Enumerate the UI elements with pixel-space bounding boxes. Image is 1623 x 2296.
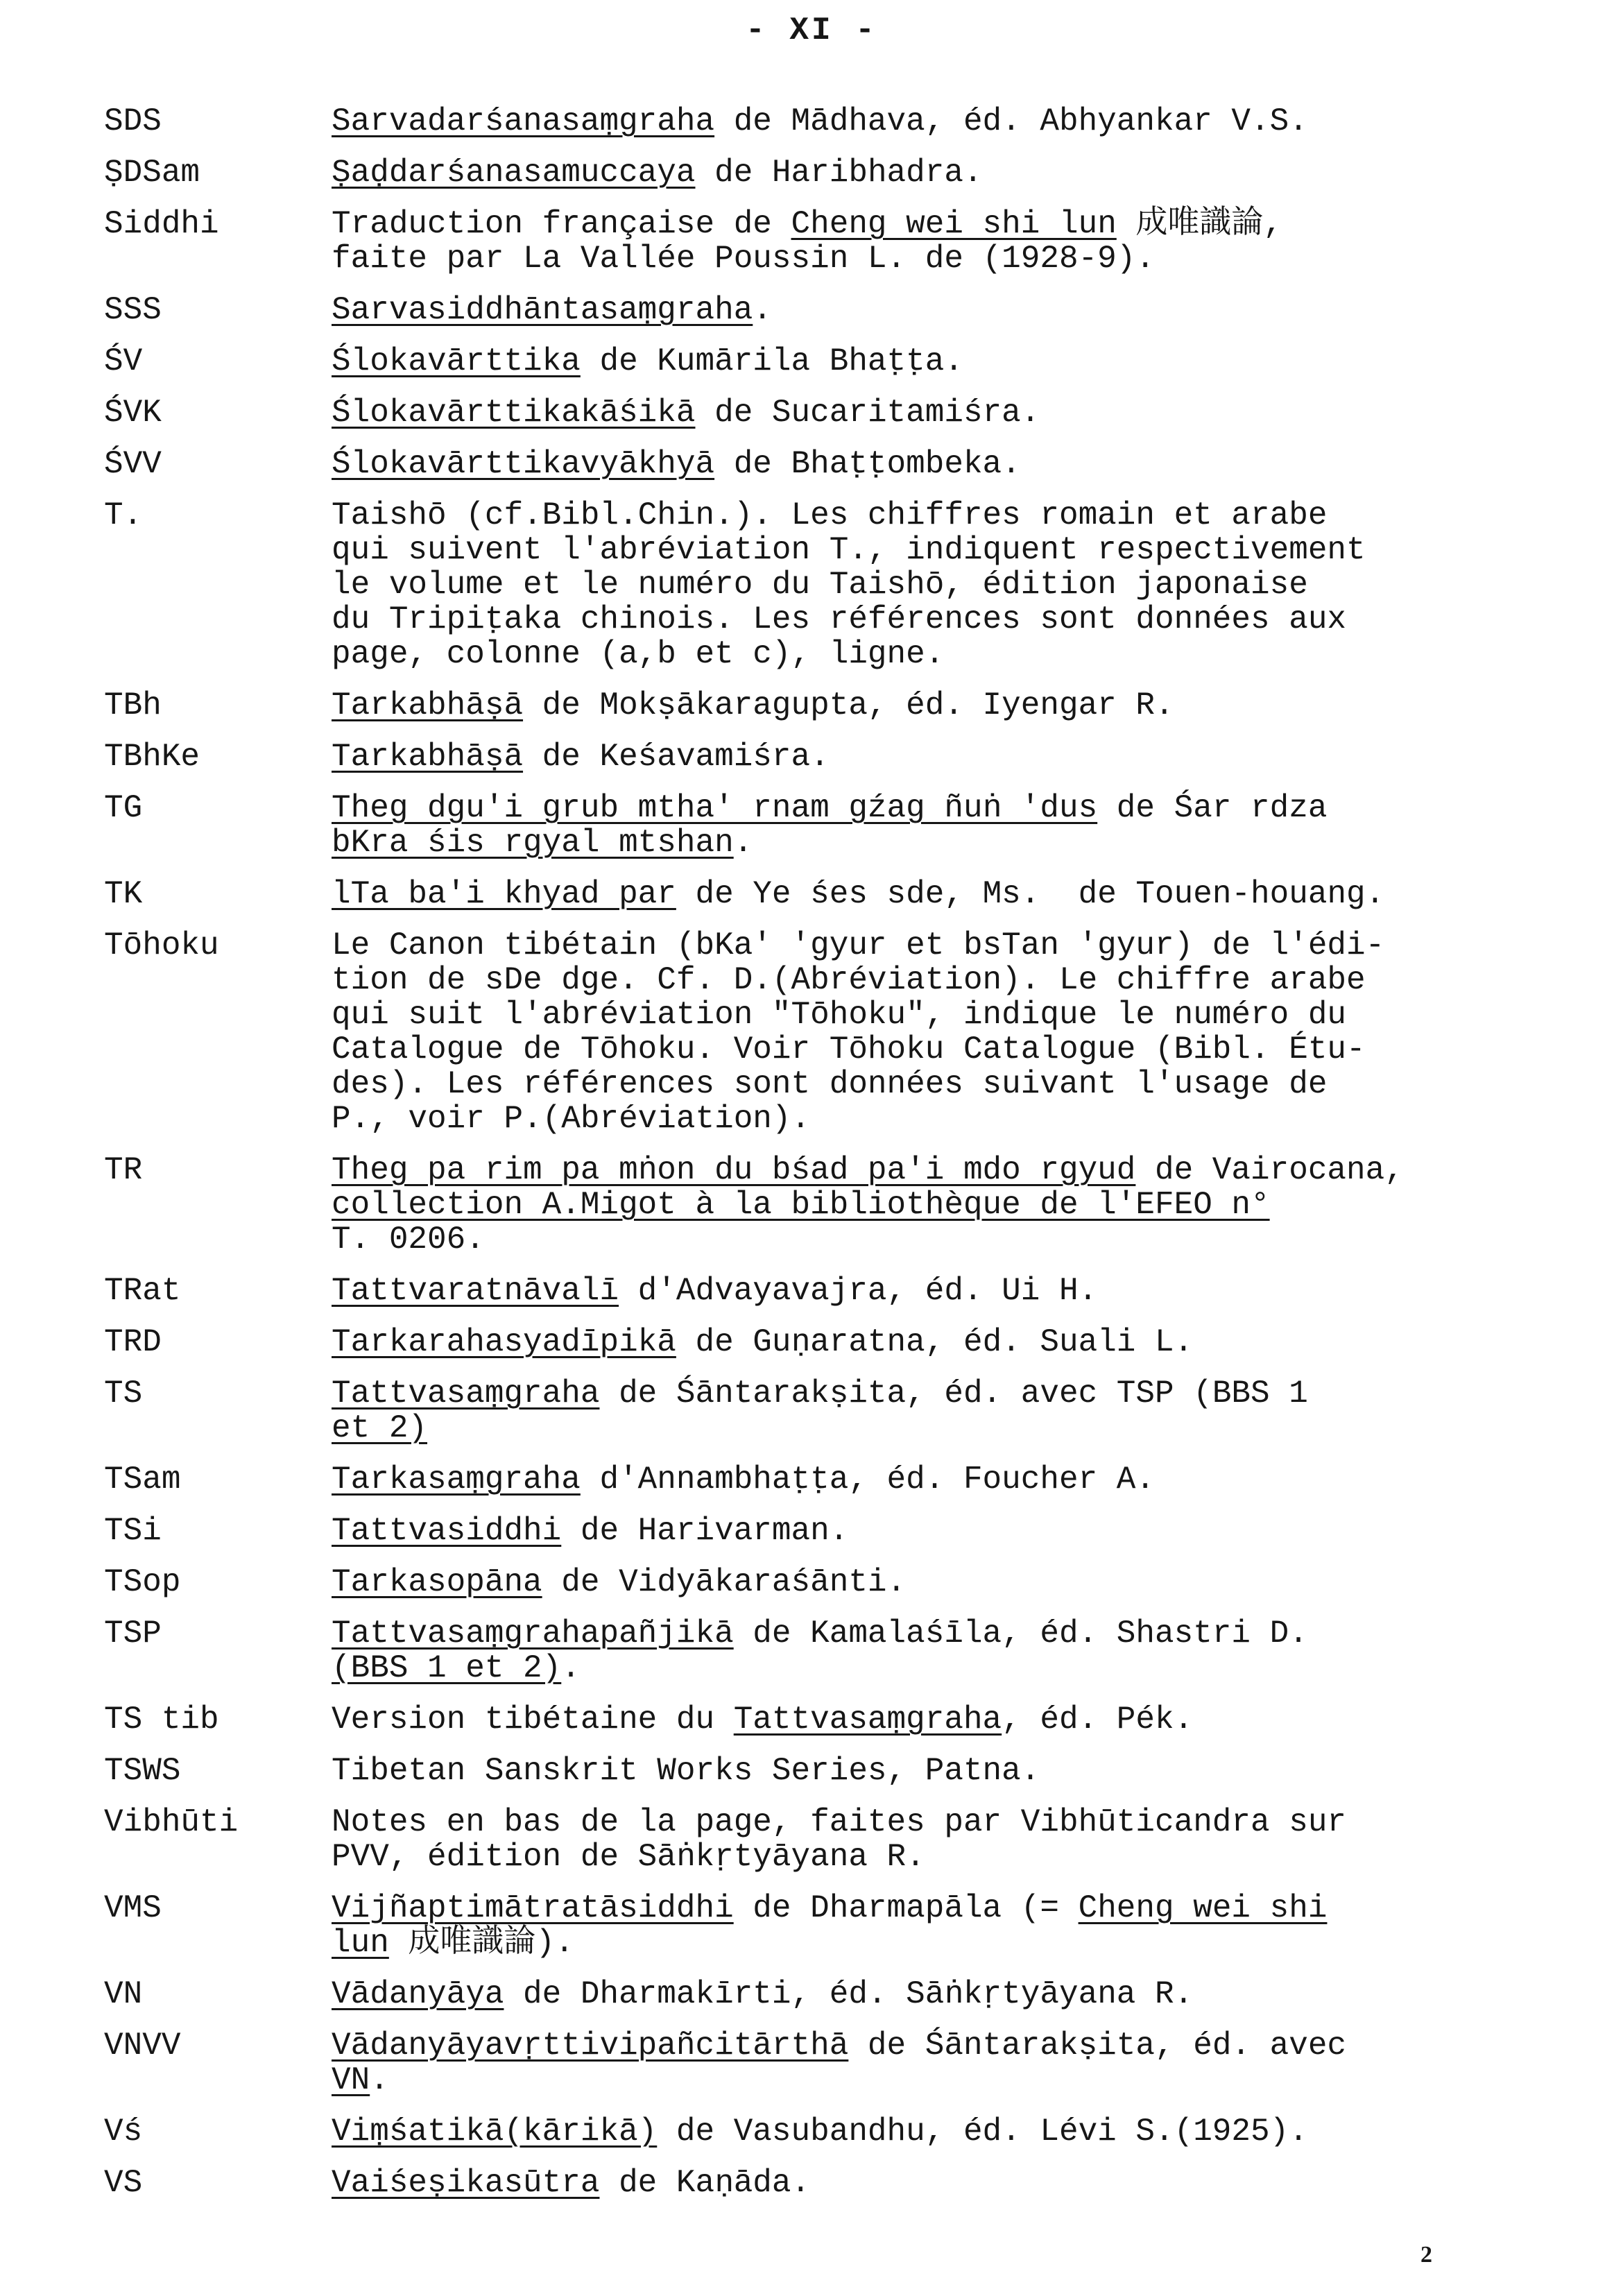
abbreviation-definition xyxy=(332,395,1538,430)
underlined-title: bKra śis rgyal mtshan xyxy=(332,825,734,861)
abbreviation-definition xyxy=(332,155,1538,190)
abbreviation-definition xyxy=(332,1274,1538,1308)
abbreviation-entry xyxy=(104,1274,1540,1308)
underlined-title: collection A.Migot à la bibliothèque de l'EFEO n° xyxy=(332,1187,1270,1223)
abbreviation-term: TK xyxy=(104,876,143,912)
abbreviation-term: ŚV xyxy=(104,343,143,379)
definition-text: T. 0206. xyxy=(332,1222,485,1258)
page-header: - XI - xyxy=(746,12,877,49)
abbreviation-entry xyxy=(104,1325,1540,1360)
abbreviation-entry xyxy=(104,2028,1540,2098)
abbreviation-definition xyxy=(332,447,1538,481)
definition-text: de Kumārila Bhaṭṭa. xyxy=(580,343,963,379)
definition-text: . xyxy=(753,292,772,328)
abbreviation-term: VS xyxy=(104,2165,143,2201)
abbreviation-definition xyxy=(332,688,1538,723)
underlined-title: et 2) xyxy=(332,1410,428,1446)
abbreviation-term: Siddhi xyxy=(104,206,219,242)
abbreviation-entry xyxy=(104,447,1540,481)
definition-text: Le Canon tibétain (bKa' 'gyur et bsTan 'gyur) de l'édi- tion de sDe dge. Cf. D.(Abréviation). Le chiffre arabe qui suit l'abréviation "Tōhoku", indique le numéro du Catalogue de Tōhoku. Voir Tōhoku Catalogue (Bibl. Étu- des). Les références sont données suivant l'usage de P., voir P.(Abréviation). xyxy=(332,927,1385,1137)
underlined-title: Ślokavārttikavyākhyā xyxy=(332,446,715,482)
abbreviation-entry xyxy=(104,207,1540,276)
abbreviation-entry xyxy=(104,344,1540,379)
definition-text: de Sucaritamiśra. xyxy=(695,395,1040,431)
abbreviation-definition xyxy=(332,293,1538,327)
abbreviation-term: Vibhūti xyxy=(104,1804,239,1840)
underlined-title: Tarkarahasyadīpikā xyxy=(332,1324,676,1360)
abbreviation-definition xyxy=(332,498,1538,671)
abbreviation-entry xyxy=(104,1462,1540,1497)
definition-text: de Śar rdza xyxy=(1116,790,1328,826)
underlined-title: Theg dgu'i grub mtha' rnam gźag ñuṅ 'dus xyxy=(332,790,1098,826)
abbreviation-definition xyxy=(332,1462,1538,1497)
definition-text: de Ye śes sde, Ms. de Touen-houang. xyxy=(676,876,1385,912)
abbreviation-term: Tōhoku xyxy=(104,927,219,963)
definition-text: de Vasubandhu, éd. Lévi S.(1925). xyxy=(657,2114,1308,2150)
definition-text: de Vidyākaraśānti. xyxy=(542,1564,907,1600)
definition-text: . xyxy=(733,825,753,861)
underlined-title: (BBS 1 et 2) xyxy=(332,1650,562,1686)
abbreviation-term: T. xyxy=(104,497,143,533)
abbreviation-term: TSWS xyxy=(104,1753,181,1789)
underlined-title: Tattvasaṃgrahapañjikā xyxy=(332,1616,734,1652)
abbreviation-term: ŚVK xyxy=(104,395,162,431)
underlined-title: lun xyxy=(332,1925,389,1961)
abbreviation-term: TSam xyxy=(104,1462,181,1498)
abbreviation-entry xyxy=(104,104,1540,139)
definition-text: Tibetan Sanskrit Works Series, Patna. xyxy=(332,1753,1040,1789)
abbreviation-definition xyxy=(332,739,1538,774)
abbreviation-entry xyxy=(104,1616,1540,1686)
abbreviation-definition xyxy=(332,928,1538,1136)
abbreviation-definition xyxy=(332,1805,1538,1874)
abbreviation-entry xyxy=(104,2114,1540,2149)
underlined-title: Vādanyāya xyxy=(332,1976,504,2012)
underlined-title: Sarvasiddhāntasaṃgraha xyxy=(332,292,753,328)
abbreviation-definition xyxy=(332,1153,1538,1257)
underlined-title: VN xyxy=(332,2062,370,2098)
definition-text: de Śāntarakṣita, éd. avec xyxy=(867,2028,1347,2064)
abbreviation-term: SSS xyxy=(104,292,162,328)
abbreviation-entry xyxy=(104,293,1540,327)
abbreviation-term: VNVV xyxy=(104,2028,181,2064)
abbreviation-list xyxy=(104,104,1540,2217)
definition-text: de Haribhadra. xyxy=(695,155,983,191)
abbreviation-term: TR xyxy=(104,1152,143,1188)
underlined-title: Tarkabhāṣā xyxy=(332,739,524,775)
abbreviation-term: VMS xyxy=(104,1890,162,1926)
definition-text: de Mokṣākaragupta, éd. Iyengar R. xyxy=(523,687,1174,723)
abbreviation-entry xyxy=(104,1376,1540,1446)
definition-text: de Kamalaśīla, éd. Shastri D. xyxy=(753,1616,1308,1652)
underlined-title: Theg pa rim pa mṅon du bśad pa'i mdo rgyud xyxy=(332,1152,1136,1188)
abbreviation-term: ŚVV xyxy=(104,446,162,482)
definition-text: de Śāntarakṣita, éd. avec TSP (BBS 1 xyxy=(619,1376,1308,1412)
underlined-title: Tarkabhāṣā xyxy=(332,687,524,723)
abbreviation-definition xyxy=(332,344,1538,379)
abbreviation-definition xyxy=(332,877,1538,911)
definition-text: Notes en bas de la page, faites par Vibhūticandra sur PVV, édition de Sāṅkṛtyāyana R. xyxy=(332,1804,1347,1875)
page-number: 2 xyxy=(1420,2242,1432,2268)
abbreviation-term: TSi xyxy=(104,1513,162,1549)
abbreviation-entry xyxy=(104,1805,1540,1874)
abbreviation-entry xyxy=(104,791,1540,860)
abbreviation-definition xyxy=(332,1702,1538,1737)
abbreviation-entry xyxy=(104,498,1540,671)
abbreviation-entry xyxy=(104,1702,1540,1737)
underlined-title: Tattvasaṃgraha xyxy=(332,1376,600,1412)
abbreviation-entry xyxy=(104,1153,1540,1257)
abbreviation-entry xyxy=(104,877,1540,911)
definition-text: Traduction française de xyxy=(332,206,791,242)
abbreviation-definition xyxy=(332,2028,1538,2098)
abbreviation-entry xyxy=(104,688,1540,723)
definition-text: de Vairocana, xyxy=(1154,1152,1404,1188)
definition-text: de Harivarman. xyxy=(561,1513,849,1549)
underlined-title: Ślokavārttikakāśikā xyxy=(332,395,696,431)
abbreviation-term: SDS xyxy=(104,103,162,139)
underlined-title: Tattvaratnāvalī xyxy=(332,1273,619,1309)
definition-text: d'Annambhaṭṭa, éd. Foucher A. xyxy=(580,1462,1155,1498)
abbreviation-term: Vś xyxy=(104,2114,143,2150)
underlined-title: Vādanyāyavṛttivipañcitārthā xyxy=(332,2028,849,2064)
abbreviation-term: TBh xyxy=(104,687,162,723)
abbreviation-term: TS tib xyxy=(104,1702,219,1738)
abbreviation-entry xyxy=(104,1565,1540,1600)
abbreviation-definition xyxy=(332,2114,1538,2149)
underlined-title: Cheng wei shi xyxy=(1078,1890,1328,1926)
underlined-title: lTa ba'i khyad par xyxy=(332,876,676,912)
abbreviation-definition xyxy=(332,2166,1538,2200)
abbreviation-entry xyxy=(104,1891,1540,1960)
underlined-title: Sarvadarśanasaṃgraha xyxy=(332,103,715,139)
abbreviation-definition xyxy=(332,1514,1538,1548)
abbreviation-term: ṢDSam xyxy=(104,155,200,191)
abbreviation-term: TRD xyxy=(104,1324,162,1360)
definition-text: , éd. Pék. xyxy=(1002,1702,1194,1738)
abbreviation-entry xyxy=(104,739,1540,774)
definition-text: de Keśavamiśra. xyxy=(523,739,830,775)
abbreviation-definition xyxy=(332,1754,1538,1788)
underlined-title: Cheng wei shi lun xyxy=(791,206,1117,242)
underlined-title: Tarkasopāna xyxy=(332,1564,542,1600)
abbreviation-term: TG xyxy=(104,790,143,826)
abbreviation-entry xyxy=(104,155,1540,190)
abbreviation-entry xyxy=(104,1977,1540,2012)
underlined-title: Vaiśeṣikasūtra xyxy=(332,2165,600,2201)
abbreviation-definition xyxy=(332,207,1538,276)
underlined-title: Tattvasaṃgraha xyxy=(733,1702,1002,1738)
abbreviation-definition xyxy=(332,1325,1538,1360)
abbreviation-term: TBhKe xyxy=(104,739,200,775)
abbreviation-entry xyxy=(104,1754,1540,1788)
abbreviation-definition xyxy=(332,1977,1538,2012)
definition-text: Taishō (cf.Bibl.Chin.). Les chiffres romain et arabe qui suivent l'abréviation T., indiquent respectivement le volume et le numéro du Taishō, édition japonaise du Tripiṭaka chinois. Les références sont données aux page, colonne (a,b et c), ligne. xyxy=(332,497,1366,672)
abbreviation-definition xyxy=(332,1376,1538,1446)
definition-text: de Dharmakīrti, éd. Sāṅkṛtyāyana R. xyxy=(504,1976,1194,2012)
underlined-title: Ṣaḍdarśanasamuccaya xyxy=(332,155,696,191)
definition-text: d'Advayavajra, éd. Ui H. xyxy=(619,1273,1098,1309)
underlined-title: Ślokavārttika xyxy=(332,343,581,379)
definition-text: de Bhaṭṭombeka. xyxy=(714,446,1021,482)
abbreviation-entry xyxy=(104,928,1540,1136)
definition-text: 成唯識論). xyxy=(388,1925,574,1961)
abbreviation-entry xyxy=(104,2166,1540,2200)
definition-text: . xyxy=(561,1650,581,1686)
abbreviation-term: TSP xyxy=(104,1616,162,1652)
definition-text: de Dharmapāla (= xyxy=(733,1890,1079,1926)
abbreviation-term: TRat xyxy=(104,1273,181,1309)
abbreviation-definition xyxy=(332,104,1538,139)
abbreviation-definition xyxy=(332,1565,1538,1600)
abbreviation-definition xyxy=(332,1616,1538,1686)
abbreviation-entry xyxy=(104,1514,1540,1548)
abbreviation-entry xyxy=(104,395,1540,430)
definition-text: Version tibétaine du xyxy=(332,1702,734,1738)
abbreviation-term: VN xyxy=(104,1976,143,2012)
underlined-title: Viṃśatikā(kārikā) xyxy=(332,2114,658,2150)
abbreviation-term: TSop xyxy=(104,1564,181,1600)
definition-text: . xyxy=(370,2062,389,2098)
definition-text: de Mādhava, éd. Abhyankar V.S. xyxy=(714,103,1308,139)
abbreviation-definition xyxy=(332,791,1538,860)
underlined-title: Vijñaptimātratāsiddhi xyxy=(332,1890,734,1926)
definition-text: 成唯識論, faite par La Vallée Poussin L. de (1928-9). xyxy=(332,206,1283,277)
underlined-title: Tattvasiddhi xyxy=(332,1513,562,1549)
abbreviation-term: TS xyxy=(104,1376,143,1412)
underlined-title: Tarkasaṃgraha xyxy=(332,1462,581,1498)
definition-text: de Guṇaratna, éd. Suali L. xyxy=(676,1324,1194,1360)
abbreviation-definition xyxy=(332,1891,1538,1960)
definition-text: de Kaṇāda. xyxy=(599,2165,811,2201)
